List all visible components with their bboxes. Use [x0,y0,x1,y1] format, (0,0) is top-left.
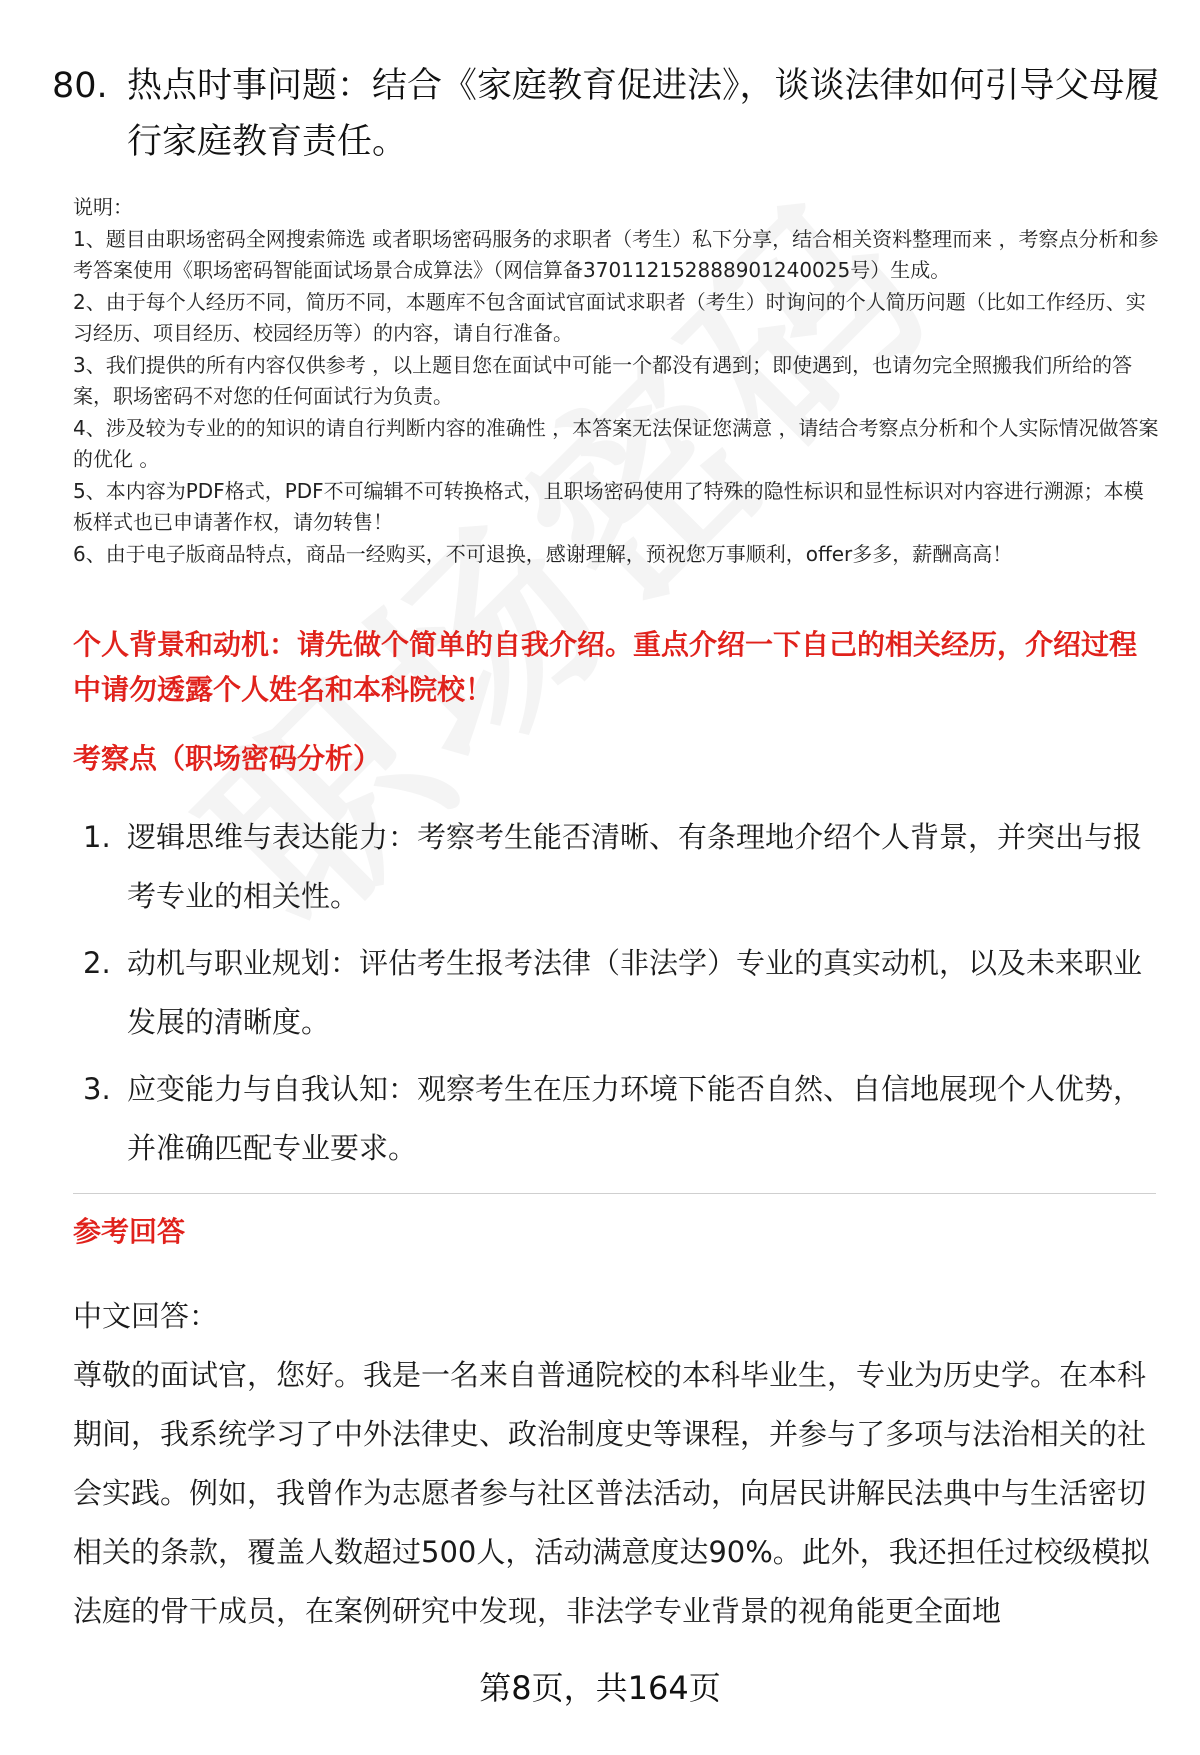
analysis-point [83,934,1163,1052]
point-text: 动机与职业规划：评估考生报考法律（非法学）专业的真实动机，以及未来职业发展的清晰度。 [127,946,1143,1039]
answer-body: 尊敬的面试官，您好。我是一名来自普通院校的本科毕业生，专业为历史学。在本科期间，我系统学习了中外法律史、政治制度史等课程，并参与了多项与法治相关的社会实践。例如，我曾作为志愿者参与社区普法活动，向居民讲解民法典中与生活密切相关的条款，覆盖人数超过500人，活动满意度达90%。此外，我还担任过校级模拟法庭的骨干成员，在案例研究中发现，非法学专业背景的视角能更全面地 [73,1358,1150,1628]
question-title [52,58,1162,170]
note-item: 5、本内容为PDF格式，PDF不可编辑不可转换格式，且职场密码使用了特殊的隐性标识和显性标识对内容进行溯源；本模板样式也已申请著作权，请勿转售！ [73,478,1144,534]
notes-heading: 说明： [73,195,133,219]
answer-label: 中文回答： [73,1299,219,1333]
analysis-heading: 考察点（职场密码分析） [73,742,382,775]
note-item: 2、由于每个人经历不同，简历不同，本题库不包含面试官面试求职者（考生）时询问的个人简历问题（比如工作经历、实习经历、项目经历、校园经历等）的内容，请自行准备。 [73,289,1146,345]
analysis-point [83,808,1163,926]
reference-answer [73,1287,1158,1641]
reference-heading: 参考回答 [73,1215,186,1248]
sub-question-title: 个人背景和动机：请先做个简单的自我介绍。重点介绍一下自己的相关经历，介绍过程中请勿透露个人姓名和本科院校！ [73,628,1138,706]
question-number: 80. [52,66,108,106]
point-number: 2. [83,946,111,980]
point-number: 1. [83,820,111,854]
section-divider [73,1193,1156,1194]
point-number: 3. [83,1072,111,1106]
point-text: 逻辑思维与表达能力：考察考生能否清晰、有条理地介绍个人背景，并突出与报考专业的相关性。 [127,820,1143,913]
page-number: 第8页，共164页 [479,1669,721,1707]
analysis-points [83,808,1163,1186]
question-text: 热点时事问题：结合《家庭教育促进法》，谈谈法律如何引导父母履行家庭教育责任。 [127,66,1160,162]
point-text: 应变能力与自我认知：观察考生在压力环境下能否自然、自信地展现个人优势，并准确匹配专业要求。 [127,1072,1143,1165]
note-item: 3、我们提供的所有内容仅供参考 ，以上题目您在面试中可能一个都没有遇到；即使遇到，也请勿完全照搬我们所给的答案，职场密码不对您的任何面试行为负责。 [73,352,1133,408]
note-item: 4、涉及较为专业的的知识的请自行判断内容的准确性 ，本答案无法保证您满意 ，请结合考察点分析和个人实际情况做答案的优化 。 [73,415,1159,471]
note-item: 1、题目由职场密码全网搜索筛选 或者职场密码服务的求职者（考生）私下分享，结合相关资料整理而来 ，考察点分析和参考答案使用《职场密码智能面试场景合成算法》（网信算备370112152888901240025号）生成。 [73,226,1159,282]
note-item: 6、由于电子版商品特点，商品一经购买，不可退换，感谢理解，预祝您万事顺利，offer多多，薪酬高高！ [73,541,1013,566]
notes-block [73,192,1163,570]
analysis-point [83,1060,1163,1178]
